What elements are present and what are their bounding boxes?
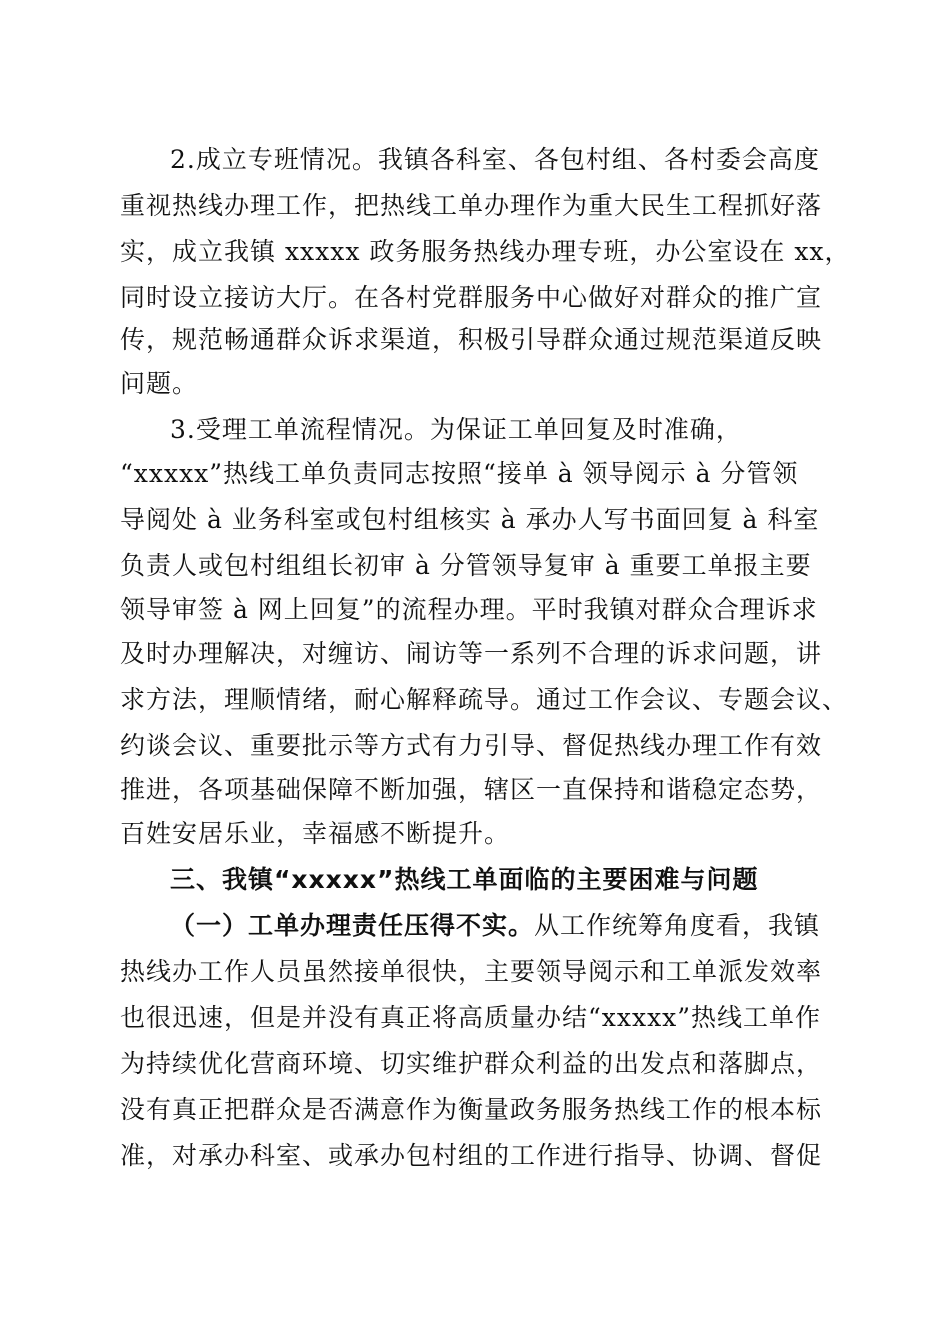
paragraph-2-line-5: 传，规范畅通群众诉求渠道，积极引导群众通过规范渠道反映 [120,325,823,354]
paragraph-3-line-10: 百姓安居乐业，幸福感不断提升。 [120,819,511,848]
subsection-1-line-5: 没有真正把群众是否满意作为衡量政务服务热线工作的根本标 [120,1095,823,1124]
paragraph-3-line-1: 3.受理工单流程情况。为保证工单回复及时准确， [170,415,742,444]
paragraph-2-line-3: 实，成立我镇 xxxxx 政务服务热线办理专班，办公室设在 xx， [120,237,851,266]
paragraph-3-line-2: “xxxxx”热线工单负责同志按照“接单 à 领导阅示 à 分管领 [120,459,799,488]
paragraph-2-line-6: 问题。 [120,369,199,398]
section-3-heading: 三、我镇“xxxxx”热线工单面临的主要困难与问题 [170,865,759,894]
paragraph-3-line-7: 求方法，理顺情绪，耐心解释疏导。通过工作会议、专题会议、 [120,685,849,714]
subsection-1-line-4: 为持续优化营商环境、切实维护群众利益的出发点和落脚点， [120,1049,823,1078]
subsection-1-line-6: 准，对承办科室、或承办包村组的工作进行指导、协调、督促 [120,1141,823,1170]
paragraph-2-line-4: 同时设立接访大厅。在各村党群服务中心做好对群众的推广宣 [120,283,823,312]
paragraph-3-line-6: 及时办理解决，对缠访、闹访等一系列不合理的诉求问题，讲 [120,639,823,668]
subsection-1-line-2: 热线办工作人员虽然接单很快，主要领导阅示和工单派发效率 [120,957,823,986]
paragraph-3-line-9: 推进，各项基础保障不断加强，辖区一直保持和谐稳定态势， [120,775,823,804]
paragraph-2-line-1: 2.成立专班情况。我镇各科室、各包村组、各村委会高度 [170,145,820,174]
subsection-1-lead: （一）工单办理责任压得不实。 [170,911,535,940]
paragraph-3-line-5: 领导审签 à 网上回复”的流程办理。平时我镇对群众合理诉求 [120,595,818,624]
paragraph-3-line-3: 导阅处 à 业务科室或包村组核实 à 承办人写书面回复 à 科室 [120,505,820,534]
subsection-1-first-line-rest: 从工作统筹角度看，我镇 [534,911,821,940]
paragraph-3-line-8: 约谈会议、重要批示等方式有力引导、督促热线办理工作有效 [120,731,823,760]
paragraph-2-line-2: 重视热线办理工作，把热线工单办理作为重大民生工程抓好落 [120,191,823,220]
subsection-1-line-3: 也很迅速，但是并没有真正将高质量办结“xxxxx”热线工单作 [120,1003,822,1032]
paragraph-3-line-4: 负责人或包村组组长初审 à 分管领导复审 à 重要工单报主要 [120,551,812,580]
subsection-1-line-1 [170,910,820,942]
